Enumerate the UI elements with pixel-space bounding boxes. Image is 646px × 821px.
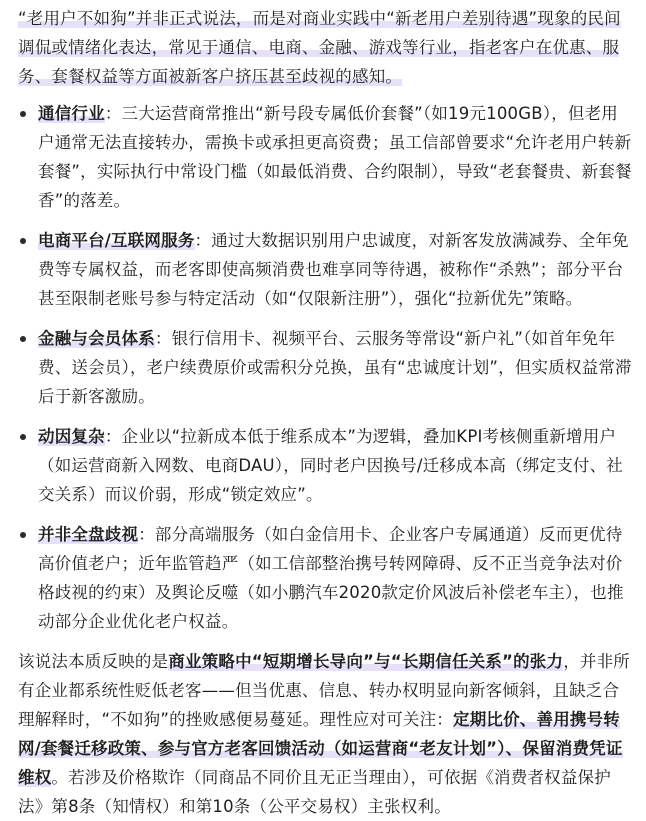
summary-emphasis-1: 商业策略中“短期增长导向”与“长期信任关系”的张力 — [168, 652, 564, 671]
bullet-dot-icon — [20, 111, 26, 117]
bullet-dot-icon — [20, 336, 26, 342]
bullet-body: 三大运营商常推出“新号段专属低价套餐”（如19元100GB），但老用户通常无法直接转办，需换卡或承担更高资费；虽工信部曾要求“允许老用户转新套餐”，实际执行中常设门槛（如最低消费、合约限制），导致“老套餐贵、新套餐香”的落差。 — [38, 104, 632, 210]
bullet-dot-icon — [20, 434, 26, 440]
bullet-body: 企业以“拉新成本低于维系成本”为逻辑，叠加KPI考核侧重新增用户（如运营商新入网数、电商DAU），同时老户因换号/迁移成本高（绑定支付、社交关系）而议价弱，形成“锁定效应”。 — [38, 427, 623, 504]
bullet-title: 通信行业 — [38, 104, 105, 123]
intro-highlighted-text: “老用户不如狗”并非正式说法，而是对商业实践中“新老用户差别待遇”现象的民间调侃或情绪化表达，常见于通信、电商、金融、游戏等行业，指老客户在优惠、服务、套餐权益等方面被新客户挤压甚至歧视的感知。 — [18, 9, 621, 86]
bullet-body: 通过大数据识别用户忠诚度，对新客发放满减券、全年免费等专属权益，而老客即使高频消费也难享同等待遇，被称作“杀熟”；部分平台甚至限制老账号参与特定活动（如“仅限新注册”），强化“拉新优先”策略。 — [38, 231, 629, 308]
bullet-separator: ： — [104, 104, 122, 123]
bullet-separator: ： — [104, 427, 122, 446]
list-item — [18, 226, 632, 313]
bullet-body: 部分高端服务（如白金信用卡、企业客户专属通道）反而更优待高价值老户；近年监管趋严（如工信部整治携号转网障碍、反不正当竞争法对价格歧视的约束）及舆论反噬（如小鹏汽车2020款定价风波后补偿老车主），也推动部分企业优化老户权益。 — [38, 525, 624, 631]
list-item — [18, 520, 632, 636]
bullet-title: 电商平台/互联网服务 — [38, 231, 195, 250]
list-item — [18, 99, 632, 215]
list-item — [18, 324, 632, 411]
summary-paragraph — [18, 647, 632, 821]
intro-paragraph — [18, 4, 632, 91]
bullet-dot-icon — [20, 238, 26, 244]
bullet-title: 动因复杂 — [38, 427, 105, 446]
list-item — [18, 422, 632, 509]
summary-text-1: 该说法本质反映的是 — [18, 652, 169, 671]
bullet-title: 并非全盘歧视 — [38, 525, 139, 544]
bullet-dot-icon — [20, 532, 26, 538]
bullet-body: 银行信用卡、视频平台、云服务等常设“新户礼”（如首年免年费、送会员），老户续费原价或需积分兑换，虽有“忠诚度计划”，但实质权益常滞后于新客激励。 — [38, 329, 632, 406]
summary-emphasis-2: 定期比价、善用携号转网/套餐迁移政策、参与官方老客回馈活动（如运营商“老友计划”）、保留消费凭证维权 — [18, 710, 623, 787]
summary-text-2: ，并非所有企业都系统性贬低老客——但当优惠、信息、转办权明显向新客倾斜，且缺乏合理解释时，“不如狗”的挫败感便易蔓延。理性应对可关注： — [18, 652, 631, 729]
bullet-title: 金融与会员体系 — [38, 329, 155, 348]
bullet-separator: ： — [138, 525, 155, 544]
summary-text-3: 。若涉及价格欺诈（同商品不同价且无正当理由），可依据《消费者权益保护法》第8条（知情权）和第10条（公平交易权）主张权利。 — [18, 768, 611, 816]
bullet-separator: ： — [154, 329, 172, 348]
bullet-list — [18, 99, 632, 636]
bullet-separator: ： — [194, 231, 212, 250]
